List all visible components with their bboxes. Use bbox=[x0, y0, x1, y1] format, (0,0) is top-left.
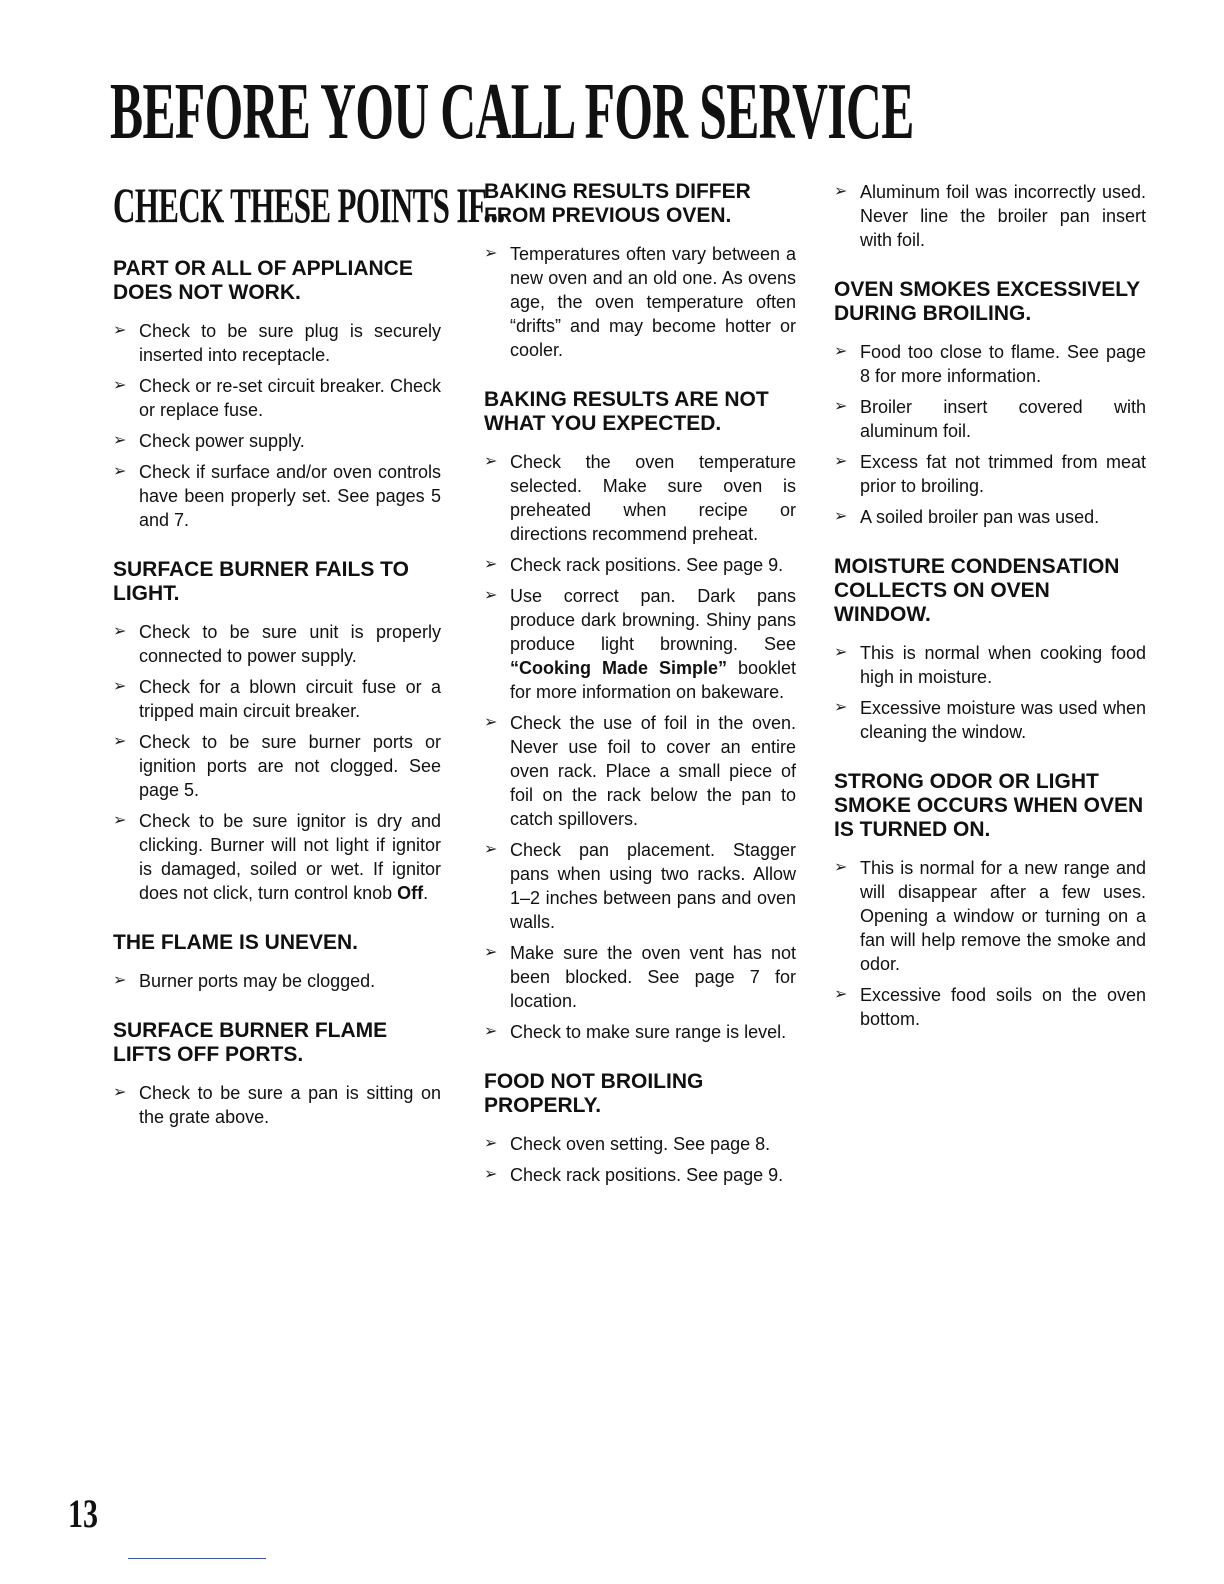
section-heading: BAKING RESULTS ARE NOT WHAT YOU EXPECTED. bbox=[484, 388, 769, 435]
column-1 bbox=[113, 257, 441, 1155]
arrow-bullet-icon: ➢ bbox=[484, 587, 498, 604]
section-heading: STRONG ODOR OR LIGHT SMOKE OCCURS WHEN OVEN IS TURNED ON. bbox=[834, 770, 1144, 841]
list-item: ➢ Check to be sure a pan is sitting on the grate above. bbox=[113, 1083, 441, 1127]
arrow-bullet-icon: ➢ bbox=[834, 699, 848, 716]
list-item: ➢ Check for a blown circuit fuse or a tripped main circuit breaker. bbox=[113, 677, 441, 721]
section-food-not-broiling bbox=[484, 1070, 796, 1187]
section-heading: SURFACE BURNER FAILS TO LIGHT. bbox=[113, 558, 409, 605]
section-heading: OVEN SMOKES EXCESSIVELY DURING BROILING. bbox=[834, 278, 1140, 325]
arrow-bullet-icon: ➢ bbox=[484, 944, 498, 961]
list-item: ➢ Check power supply. bbox=[113, 431, 305, 451]
arrow-bullet-icon: ➢ bbox=[834, 859, 848, 876]
off-keyword: Off bbox=[397, 883, 424, 903]
arrow-bullet-icon: ➢ bbox=[113, 377, 127, 394]
list-item: ➢ Check or re-set circuit breaker. Check or replace fuse. bbox=[113, 376, 441, 420]
bullet-list bbox=[484, 450, 796, 1044]
list-item: ➢ Check rack positions. See page 9. bbox=[484, 555, 784, 575]
footer-divider bbox=[128, 1558, 266, 1559]
arrow-bullet-icon: ➢ bbox=[834, 183, 848, 200]
list-item: ➢ Check if surface and/or oven controls have been properly set. See pages 5 and 7. bbox=[113, 462, 441, 530]
arrow-bullet-icon: ➢ bbox=[484, 714, 498, 731]
arrow-bullet-icon: ➢ bbox=[484, 245, 498, 262]
list-item: ➢ Food too close to flame. See page 8 for more information. bbox=[834, 342, 1146, 386]
column-2 bbox=[484, 180, 796, 1213]
list-item: ➢ Excess fat not trimmed from meat prior to broiling. bbox=[834, 452, 1146, 496]
section-burner-fails-to-light bbox=[113, 558, 441, 905]
arrow-bullet-icon: ➢ bbox=[113, 972, 127, 989]
section-flame-lifts-off bbox=[113, 1019, 441, 1129]
bullet-list bbox=[484, 242, 796, 362]
section-heading: BAKING RESULTS DIFFER FROM PREVIOUS OVEN. bbox=[484, 180, 751, 227]
list-item: ➢ Check the oven temperature selected. Make sure oven is preheated when recipe or directions recommend preheat. bbox=[484, 452, 796, 544]
bullet-list bbox=[113, 1081, 441, 1129]
list-item: ➢ Excessive moisture was used when cleaning the window. bbox=[834, 698, 1146, 742]
list-item: ➢ Aluminum foil was incorrectly used. Never line the broiler pan insert with foil. bbox=[834, 182, 1146, 250]
list-item: ➢ Use correct pan. Dark pans produce dark browning. Shiny pans produce light browning. See “Cooking Made Simple” booklet for more information on bakeware. bbox=[484, 586, 797, 702]
bullet-list bbox=[113, 969, 441, 993]
arrow-bullet-icon: ➢ bbox=[484, 556, 498, 573]
arrow-bullet-icon: ➢ bbox=[113, 623, 127, 640]
section-strong-odor bbox=[834, 770, 1146, 1031]
arrow-bullet-icon: ➢ bbox=[113, 432, 127, 449]
arrow-bullet-icon: ➢ bbox=[484, 1166, 498, 1183]
section-oven-smokes bbox=[834, 278, 1146, 529]
list-item: ➢ Check to be sure plug is securely inserted into receptacle. bbox=[113, 321, 441, 365]
list-item: ➢ Check rack positions. See page 9. bbox=[484, 1165, 784, 1185]
arrow-bullet-icon: ➢ bbox=[484, 841, 498, 858]
bullet-list bbox=[834, 180, 1146, 252]
section-heading: FOOD NOT BROILING PROPERLY. bbox=[484, 1070, 704, 1117]
section-appliance-not-work bbox=[113, 257, 441, 532]
arrow-bullet-icon: ➢ bbox=[113, 322, 127, 339]
list-item: ➢ Check the use of foil in the oven. Never use foil to cover an entire oven rack. Place a small piece of foil on the rack below the pan to catch spillovers. bbox=[484, 713, 796, 829]
list-item: ➢ Burner ports may be clogged. bbox=[113, 971, 376, 991]
arrow-bullet-icon: ➢ bbox=[113, 812, 127, 829]
arrow-bullet-icon: ➢ bbox=[834, 644, 848, 661]
bullet-list bbox=[484, 1132, 796, 1187]
arrow-bullet-icon: ➢ bbox=[113, 733, 127, 750]
section-moisture-condensation bbox=[834, 555, 1146, 744]
bullet-list bbox=[113, 620, 441, 905]
section-heading: THE FLAME IS UNEVEN. bbox=[113, 931, 359, 954]
section-flame-uneven bbox=[113, 931, 441, 993]
list-item: ➢ Check oven setting. See page 8. bbox=[484, 1134, 771, 1154]
booklet-title: “Cooking Made Simple” bbox=[510, 658, 727, 678]
section-baking-results-not-expected bbox=[484, 388, 796, 1044]
page-title: BEFORE YOU CALL FOR SERVICE bbox=[110, 68, 914, 156]
arrow-bullet-icon: ➢ bbox=[113, 678, 127, 695]
arrow-bullet-icon: ➢ bbox=[834, 343, 848, 360]
arrow-bullet-icon: ➢ bbox=[834, 986, 848, 1003]
list-item: ➢ Check to be sure ignitor is dry and clicking. Burner will not light if ignitor is damaged, soiled or wet. If ignitor does not click, turn control knob Off. bbox=[113, 811, 441, 903]
arrow-bullet-icon: ➢ bbox=[834, 453, 848, 470]
bullet-list bbox=[834, 856, 1146, 1031]
bullet-list bbox=[834, 641, 1146, 744]
list-item: ➢ Check to be sure burner ports or ignition ports are not clogged. See page 5. bbox=[113, 732, 441, 800]
list-item: ➢ Check pan placement. Stagger pans when using two racks. Allow 1–2 inches between pans and oven walls. bbox=[484, 840, 796, 932]
list-item: ➢ A soiled broiler pan was used. bbox=[834, 507, 1100, 527]
column-3 bbox=[834, 180, 1146, 1057]
arrow-bullet-icon: ➢ bbox=[113, 463, 127, 480]
arrow-bullet-icon: ➢ bbox=[484, 1023, 498, 1040]
section-subtitle: CHECK THESE POINTS IF... bbox=[113, 177, 505, 233]
section-heading: PART OR ALL OF APPLIANCE DOES NOT WORK. bbox=[113, 257, 413, 304]
bullet-list bbox=[834, 340, 1146, 529]
arrow-bullet-icon: ➢ bbox=[834, 508, 848, 525]
list-item: ➢ Make sure the oven vent has not been blocked. See page 7 for location. bbox=[484, 943, 796, 1011]
list-item: ➢ Broiler insert covered with aluminum foil. bbox=[834, 397, 1146, 441]
list-item: ➢ Excessive food soils on the oven bottom. bbox=[834, 985, 1146, 1029]
arrow-bullet-icon: ➢ bbox=[484, 453, 498, 470]
arrow-bullet-icon: ➢ bbox=[484, 1135, 498, 1152]
list-item: ➢ Check to be sure unit is properly connected to power supply. bbox=[113, 622, 441, 666]
section-heading: MOISTURE CONDENSATION COLLECTS ON OVEN WINDOW. bbox=[834, 555, 1120, 626]
page-number: 13 bbox=[68, 1491, 98, 1536]
arrow-bullet-icon: ➢ bbox=[834, 398, 848, 415]
section-heading: SURFACE BURNER FLAME LIFTS OFF PORTS. bbox=[113, 1019, 388, 1066]
list-item: ➢ This is normal when cooking food high in moisture. bbox=[834, 643, 1146, 687]
arrow-bullet-icon: ➢ bbox=[113, 1084, 127, 1101]
section-continued-broiling bbox=[834, 180, 1146, 252]
list-item: ➢ Check to make sure range is level. bbox=[484, 1022, 787, 1042]
list-item: ➢ Temperatures often vary between a new oven and an old one. As ovens age, the oven temperature often “drifts” and may become hotter or cooler. bbox=[484, 244, 796, 360]
list-item: ➢ This is normal for a new range and will disappear after a few uses. Opening a window or turning on a fan will help remove the smoke and odor. bbox=[834, 858, 1146, 974]
section-baking-results-differ bbox=[484, 180, 796, 362]
bullet-list bbox=[113, 319, 441, 532]
